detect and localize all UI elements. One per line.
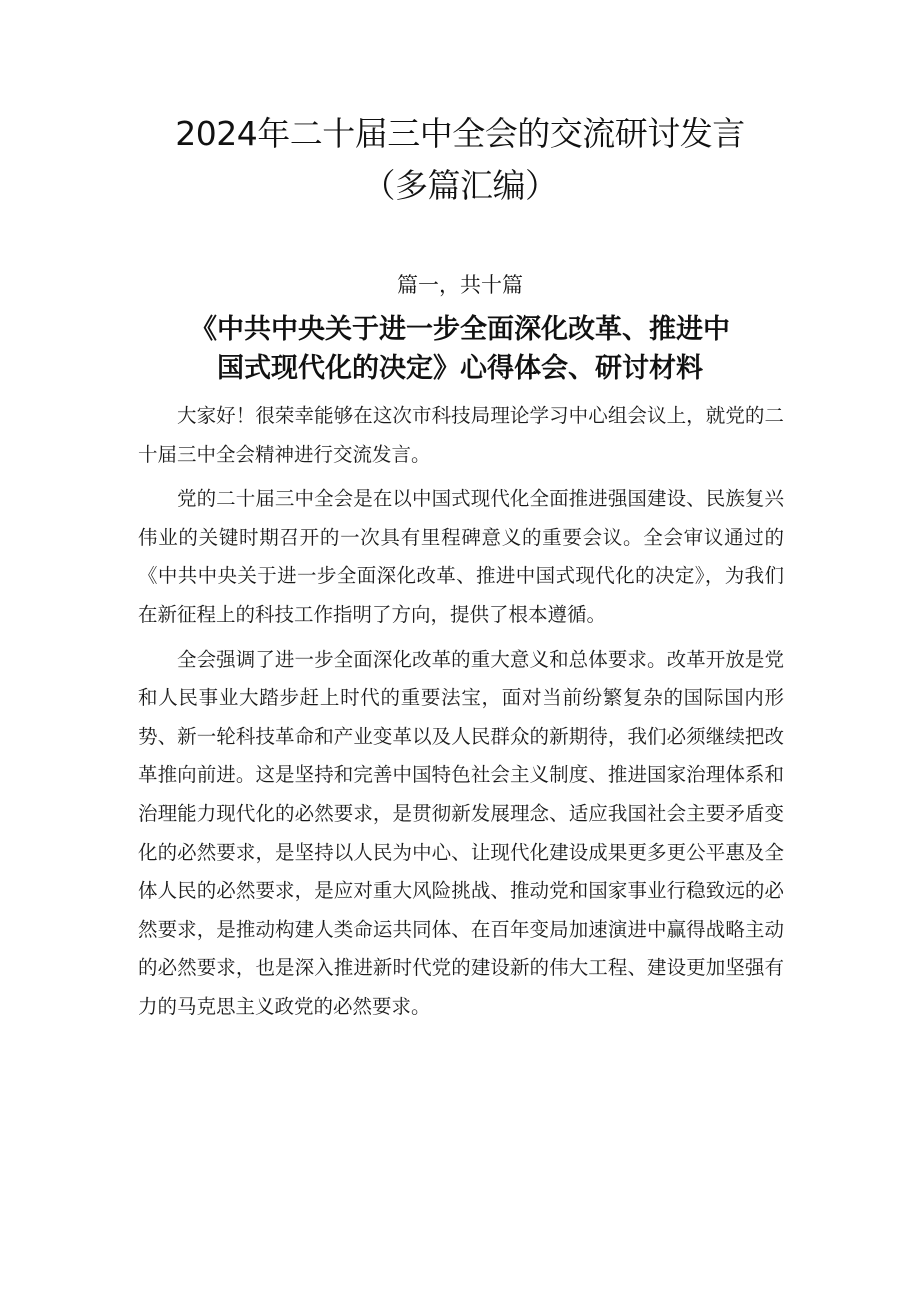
main-title-line-2: （多篇汇编）: [362, 166, 558, 205]
article-title-line-1: 《中共中央关于进一步全面深化改革、推进中: [190, 314, 730, 345]
article-title-line-2: 国式现代化的决定》心得体会、研讨材料: [217, 353, 703, 384]
body-paragraph: 党的二十届三中全会是在以中国式现代化全面推进强国建设、民族复兴伟业的关键时期召开的一次具有里程碑意义的重要会议。全会审议通过的《中共中央关于进一步全面深化改革、推进中国式现代化的决定》，为我们在新征程上的科技工作指明了方向，提供了根本遵循。: [138, 487, 784, 626]
section-label: 篇一，共十篇: [397, 273, 523, 297]
body-text: [138, 397, 784, 1027]
main-title-line-1: 2024年二十届三中全会的交流研讨发言: [175, 114, 745, 153]
body-paragraph: 大家好！很荣幸能够在这次市科技局理论学习中心组会议上，就党的二十届三中全会精神进行交流发言。: [138, 404, 784, 466]
body-paragraph: 全会强调了进一步全面深化改革的重大意义和总体要求。改革开放是党和人民事业大踏步赶上时代的重要法宝，面对当前纷繁复杂的国际国内形势、新一轮科技革命和产业变革以及人民群众的新期待，我们必须继续把改革推向前进。这是坚持和完善中国特色社会主义制度、推进国家治理体系和治理能力现代化的必然要求，是贯彻新发展理念、适应我国社会主要矛盾变化的必然要求，是坚持以人民为中心、让现代化建设成果更多更公平惠及全体人民的必然要求，是应对重大风险挑战、推动党和国家事业行稳致远的必然要求，是推动构建人类命运共同体、在百年变局加速演进中赢得战略主动的必然要求，也是深入推进新时代党的建设新的伟大工程、建设更加坚强有力的马克思主义政党的必然要求。: [138, 647, 784, 1018]
